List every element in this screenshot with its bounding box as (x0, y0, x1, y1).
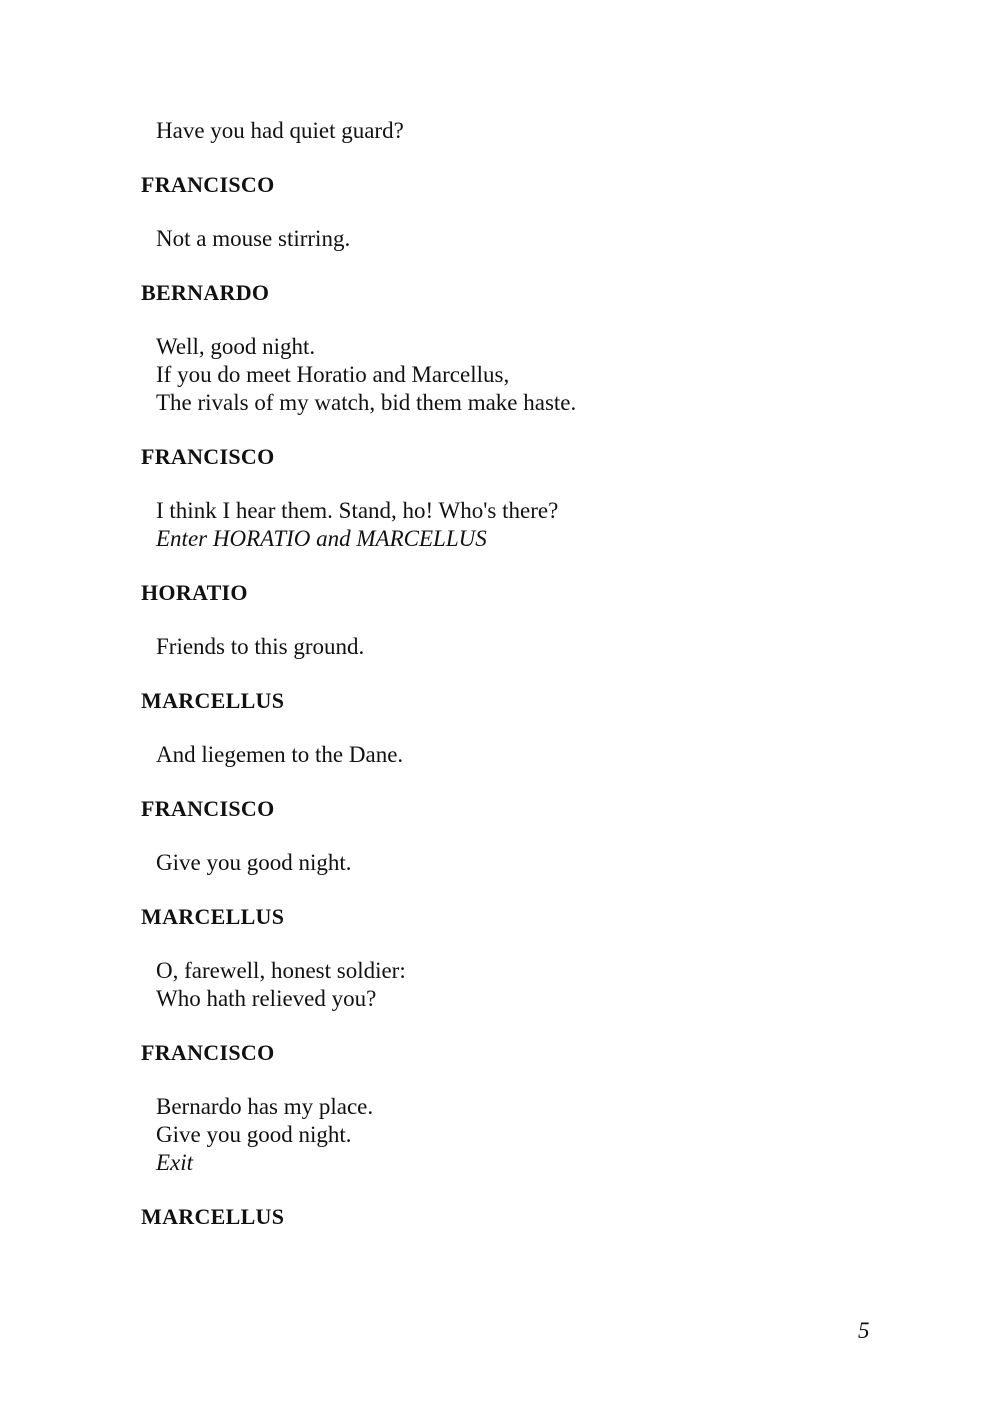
speaker-name: FRANCISCO (141, 796, 275, 821)
dialogue-line: And liegemen to the Dane. (156, 742, 404, 767)
speaker-name: MARCELLUS (141, 904, 285, 929)
speaker-name: FRANCISCO (141, 1040, 275, 1065)
dialogue-line: Not a mouse stirring. (156, 226, 351, 251)
dialogue-line: Have you had quiet guard? (156, 118, 404, 143)
dialogue-line: If you do meet Horatio and Marcellus, (156, 362, 510, 387)
speaker-name: MARCELLUS (141, 1204, 285, 1229)
dialogue-line: Well, good night. (156, 334, 316, 359)
stage-direction: Enter HORATIO and MARCELLUS (156, 526, 487, 551)
dialogue-line: Who hath relieved you? (156, 986, 377, 1011)
dialogue-line: O, farewell, honest soldier: (156, 958, 406, 983)
speech (141, 333, 901, 417)
dialogue-line: Friends to this ground. (156, 634, 365, 659)
speaker-name: FRANCISCO (141, 172, 275, 197)
speech (141, 497, 901, 553)
speaker-name: MARCELLUS (141, 688, 285, 713)
speech (141, 1093, 901, 1177)
speaker-name: HORATIO (141, 580, 248, 605)
speech (141, 849, 901, 877)
speech (141, 117, 901, 145)
speech (141, 633, 901, 661)
speaker-name: BERNARDO (141, 280, 270, 305)
play-text (141, 117, 901, 1231)
dialogue-line: Give you good night. (156, 850, 352, 875)
stage-direction: Exit (156, 1150, 194, 1175)
dialogue-line: The rivals of my watch, bid them make haste. (156, 390, 577, 415)
dialogue-line: Give you good night. (156, 1122, 352, 1147)
dialogue-line: Bernardo has my place. (156, 1094, 374, 1119)
speech (141, 741, 901, 769)
speech (141, 957, 901, 1013)
speech (141, 225, 901, 253)
speaker-name: FRANCISCO (141, 444, 275, 469)
page-number: 5 (858, 1318, 870, 1343)
dialogue-line: I think I hear them. Stand, ho! Who's there? (156, 498, 559, 523)
